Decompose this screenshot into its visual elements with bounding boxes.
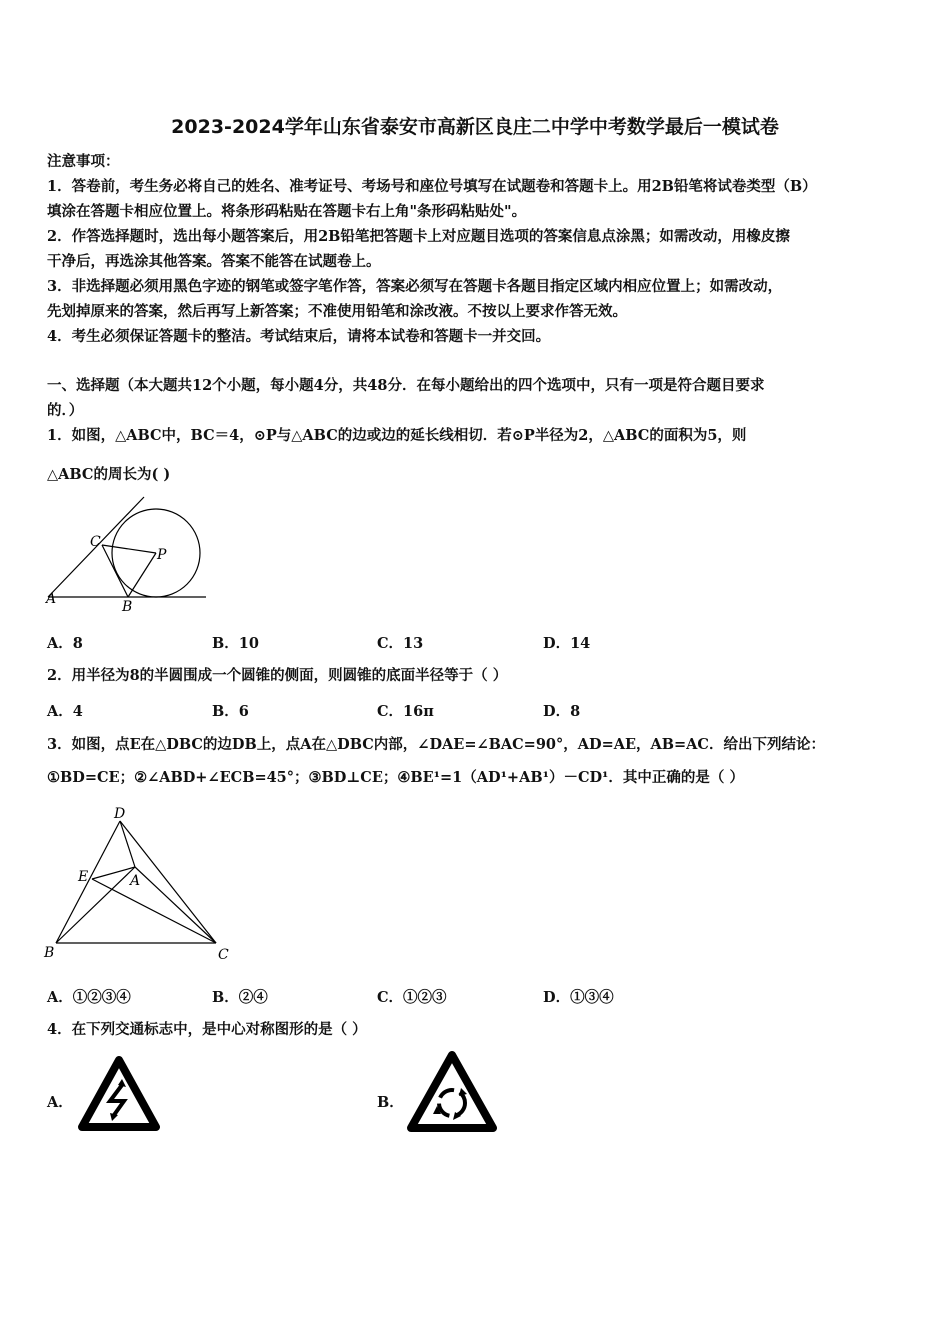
q3-stem-cont: ①BD=CE；②∠ABD+∠ECB=45°；③BD⊥CE；④BE¹=1（AD¹+AB¹）－CD¹．其中正确的是（ ）: [47, 769, 744, 786]
notice-line: 2．作答选择题时，选出每小题答案后，用2B铅笔把答题卡上对应题目选项的答案信息点涂黑；如需改动，用橡皮擦: [47, 228, 790, 245]
section-heading-cont: 的．）: [47, 402, 84, 419]
segment-AC: [135, 867, 216, 943]
segment-CB: [102, 545, 128, 597]
q1-option-a[interactable]: A．8: [47, 635, 83, 652]
q3-option-c[interactable]: C．①②③: [377, 989, 447, 1006]
q3-figure: [40, 803, 240, 968]
label-C: C: [218, 947, 229, 963]
notice-line: 3．非选择题必须用黑色字迹的钢笔或签字笔作答，答案必须写在答题卡各题目指定区域内相应位置上；如需改动，: [47, 278, 783, 295]
q1-option-c[interactable]: C．13: [377, 635, 424, 652]
q1-option-b[interactable]: B．10: [212, 635, 259, 652]
label-E: E: [78, 869, 89, 885]
q3-option-a[interactable]: A．①②③④: [47, 989, 131, 1006]
label-A: A: [130, 873, 141, 889]
q3-option-b[interactable]: B．②④: [212, 989, 268, 1006]
label-A: A: [46, 591, 57, 607]
q1-option-d[interactable]: D．14: [543, 635, 591, 652]
q4-option-a[interactable]: A．: [47, 1094, 73, 1111]
notice-line: 填涂在答题卡相应位置上。将条形码粘贴在答题卡右上角"条形码粘贴处"。: [47, 203, 527, 220]
q1-stem: 1．如图，△ABC中，BC＝4，⊙P与△ABC的边或边的延长线相切．若⊙P半径为2，△ABC的面积为5，则: [47, 427, 747, 444]
label-B: B: [122, 599, 133, 615]
q4-option-b[interactable]: B．: [377, 1094, 404, 1111]
segment-PB: [128, 553, 156, 597]
notice-line: 4．考生必须保证答题卡的整洁。考试结束后，请将本试卷和答题卡一并交回。: [47, 328, 551, 345]
q4-stem: 4．在下列交通标志中，是中心对称图形的是（ ）: [47, 1021, 367, 1038]
roundabout-sign-icon[interactable]: [405, 1050, 499, 1134]
section-heading: 一、选择题（本大题共12个小题，每小题4分，共48分．在每小题给出的四个选项中，只有一项是符合题目要求: [47, 377, 765, 394]
q2-stem: 2．用半径为8的半圆围成一个圆锥的侧面，则圆锥的底面半径等于（ ）: [47, 667, 508, 684]
notice-line: 干净后，再选涂其他答案。答案不能答在试题卷上。: [47, 253, 381, 270]
q2-option-a[interactable]: A．4: [47, 703, 83, 720]
label-D: D: [114, 806, 126, 822]
segment-EC: [92, 879, 216, 943]
label-C: C: [90, 534, 101, 550]
q2-option-c[interactable]: C．16π: [377, 703, 434, 720]
q1-stem-cont: △ABC的周长为( ): [47, 466, 171, 483]
q3-stem: 3．如图，点E在△DBC的边DB上，点A在△DBC内部，∠DAE=∠BAC=90°，AD=AE，AB=AC．给出下列结论：: [47, 736, 825, 753]
q2-option-b[interactable]: B．6: [212, 703, 249, 720]
notice-heading: 注意事项：: [47, 153, 120, 170]
q3-option-d[interactable]: D．①③④: [543, 989, 614, 1006]
q2-option-d[interactable]: D．8: [543, 703, 581, 720]
segment-CP: [102, 545, 156, 553]
notice-line: 先划掉原来的答案，然后再写上新答案；不准使用铅笔和涂改液。不按以上要求作答无效。: [47, 303, 627, 320]
segment-DA: [120, 821, 135, 867]
label-P: P: [157, 547, 167, 563]
q1-figure: [44, 493, 214, 615]
label-B: B: [44, 945, 55, 961]
double-bend-sign-icon[interactable]: [76, 1055, 162, 1133]
page-title: 2023-2024学年山东省泰安市高新区良庄二中学中考数学最后一模试卷: [171, 116, 779, 138]
notice-line: 1．答卷前，考生务必将自己的姓名、准考证号、考场号和座位号填写在试题卷和答题卡上。用2B铅笔将试卷类型（B）: [47, 178, 817, 195]
